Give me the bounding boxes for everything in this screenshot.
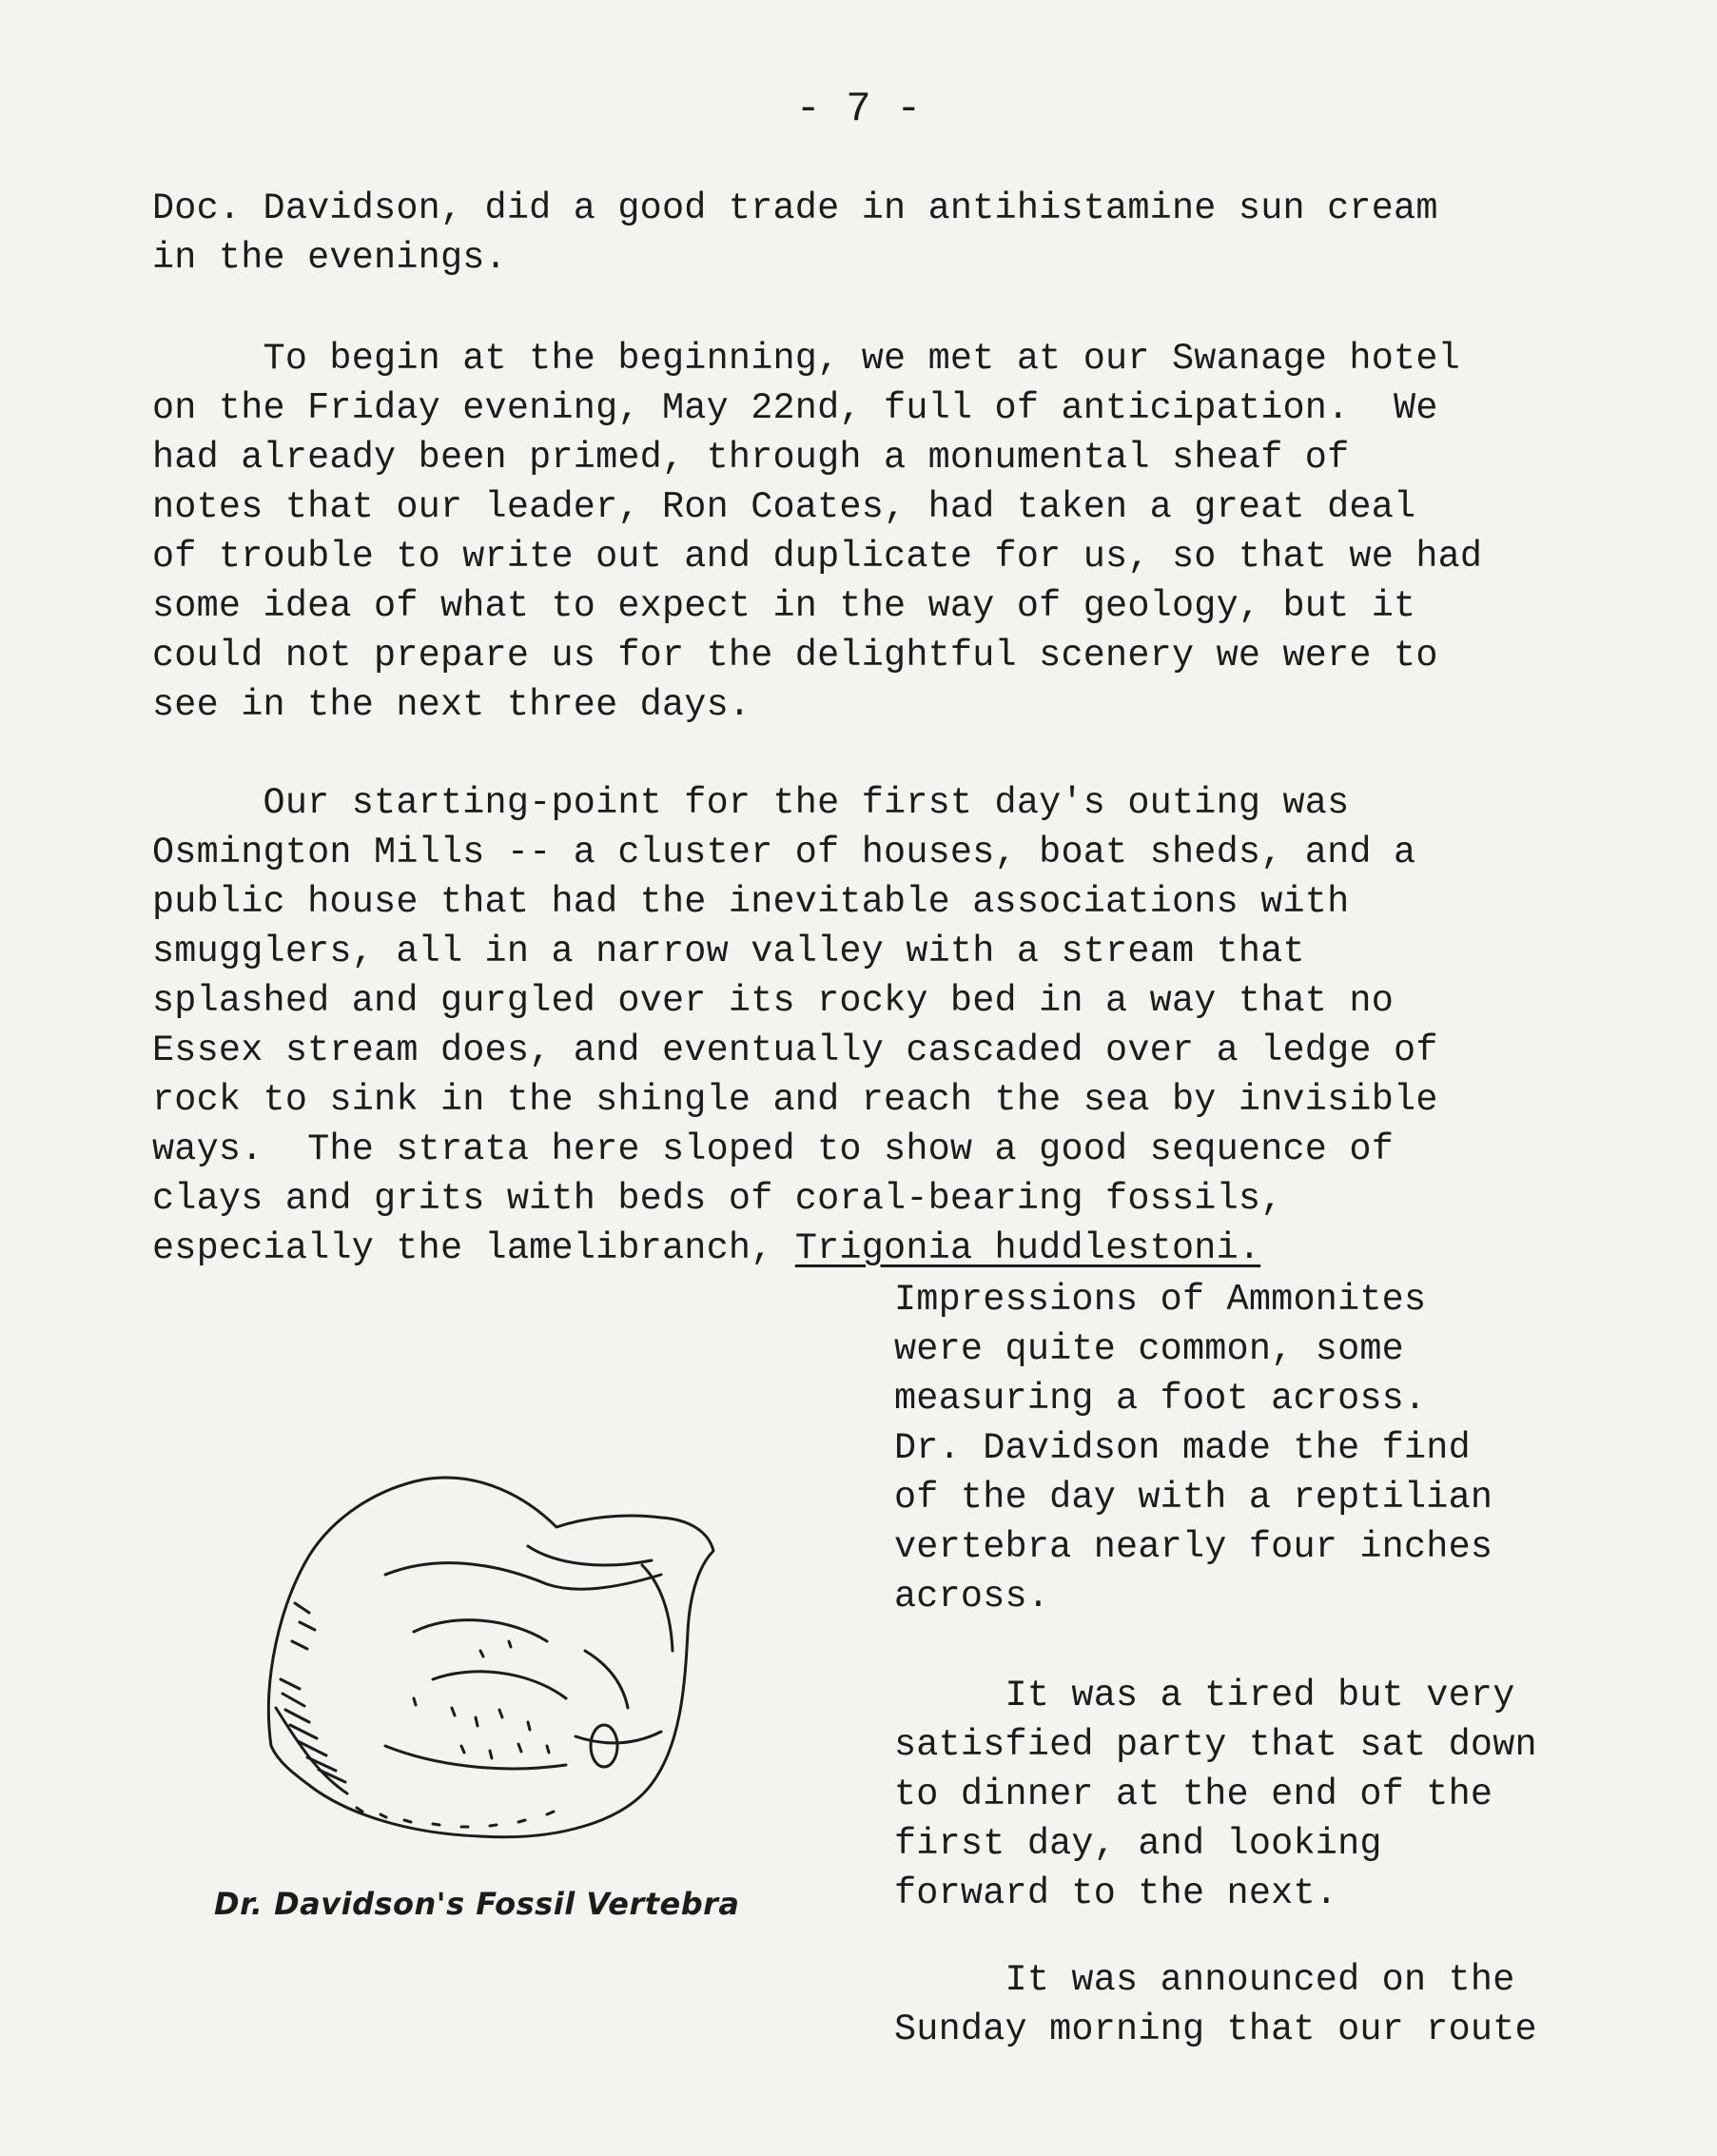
text-line: forward to the next.	[894, 1872, 1338, 1914]
text-line: some idea of what to expect in the way of geology, but it	[152, 585, 1416, 627]
species-name: Trigonia huddlestoni.	[794, 1227, 1261, 1269]
text-line: It was a tired but very	[894, 1675, 1515, 1716]
text-line: could not prepare us for the delightful scenery we were to	[152, 635, 1438, 676]
text-line: public house that had the inevitable associations with	[152, 881, 1350, 923]
text-line: satisfied party that sat down	[894, 1724, 1537, 1766]
text-line: clays and grits with beds of coral-bearing fossils,	[152, 1178, 1283, 1220]
text-line: across.	[894, 1576, 1050, 1617]
text-line: first day, and looking	[894, 1823, 1382, 1865]
text-line: Osmington Mills -- a cluster of houses, boat sheds, and a	[152, 832, 1416, 873]
text-line: Doc. Davidson, did a good trade in antihistamine sun cream	[152, 187, 1438, 229]
page-number: - 7 -	[795, 86, 922, 133]
text-line: on the Friday evening, May 22nd, full of anticipation. We	[152, 387, 1438, 429]
text-line: Essex stream does, and eventually cascaded over a ledge of	[152, 1029, 1438, 1071]
text-line: measuring a foot across.	[894, 1378, 1427, 1420]
text-line: see in the next three days.	[152, 684, 751, 726]
text-line: Impressions of Ammonites	[894, 1279, 1427, 1321]
text-line: notes that our leader, Ron Coates, had taken a great deal	[152, 486, 1416, 528]
text-line: were quite common, some	[894, 1328, 1404, 1370]
text-line: rock to sink in the shingle and reach the sea by invisible	[152, 1079, 1438, 1121]
text-line: It was announced on the	[894, 1959, 1515, 2001]
text-line: smugglers, all in a narrow valley with a stream that	[152, 931, 1305, 972]
text-line: to dinner at the end of the	[894, 1774, 1493, 1815]
text-line: Sunday morning that our route	[894, 2009, 1537, 2050]
text-line: To begin at the beginning, we met at our Swanage hotel	[152, 338, 1460, 380]
text-line: splashed and gurgled over its rocky bed in a way that no	[152, 980, 1395, 1022]
text-line	[152, 1227, 1261, 1269]
text-line: Dr. Davidson made the find	[894, 1427, 1471, 1469]
text-line: had already been primed, through a monumental sheaf of	[152, 437, 1350, 479]
text-line: ways. The strata here sloped to show a good sequence of	[152, 1128, 1395, 1170]
text-line: Our starting-point for the first day's outing was	[152, 782, 1350, 824]
text-fragment: especially the lamelibranch,	[152, 1227, 795, 1269]
text-line: of the day with a reptilian	[894, 1477, 1493, 1519]
text-line: vertebra nearly four inches	[894, 1526, 1493, 1568]
figure-caption: Dr. Davidson's Fossil Vertebra	[214, 1886, 740, 1922]
fossil-vertebra-illustration	[243, 1460, 737, 1860]
text-line: of trouble to write out and duplicate for us, so that we had	[152, 536, 1483, 578]
text-line: in the evenings.	[152, 237, 507, 279]
